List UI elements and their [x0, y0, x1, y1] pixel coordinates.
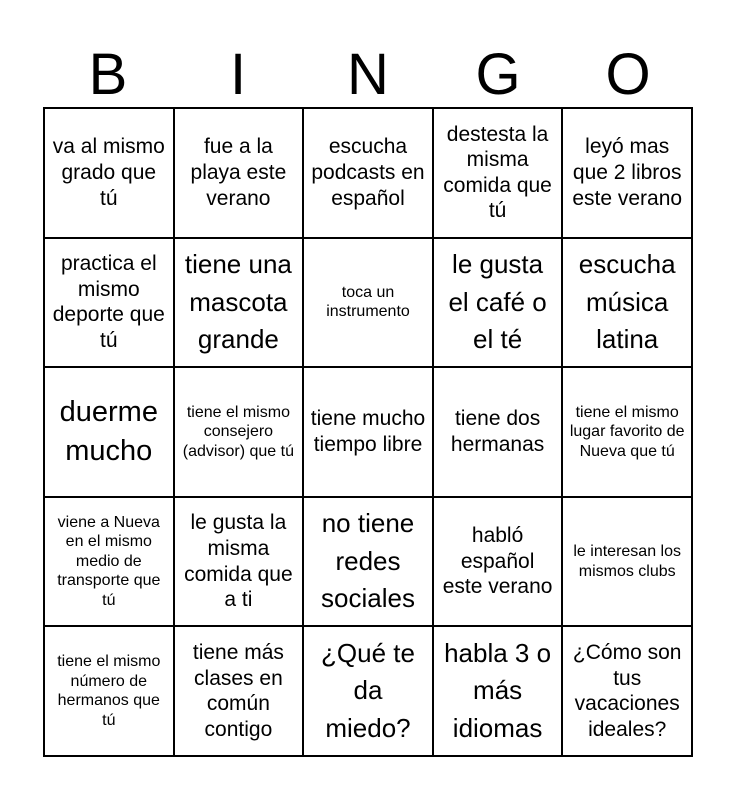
bingo-cell-text: va al mismo grado que tú — [52, 135, 165, 210]
bingo-cell-text: tiene más clases en común contigo — [192, 640, 284, 741]
bingo-cell[interactable] — [433, 626, 563, 756]
bingo-cell-text: tiene el mismo número de hermanos que tú — [57, 653, 161, 729]
bingo-cell[interactable] — [44, 626, 174, 756]
bingo-cell[interactable] — [433, 108, 563, 238]
bingo-cell[interactable] — [433, 367, 563, 497]
bingo-header — [43, 44, 693, 106]
bingo-cell-text: viene a Nueva en el mismo medio de transporte que tú — [57, 513, 161, 609]
bingo-cell-text: fue a la playa este verano — [190, 135, 287, 210]
bingo-cell-text: destesta la misma comida que tú — [443, 122, 552, 223]
bingo-cell-text: ¿Qué te da miedo? — [321, 637, 415, 744]
bingo-cell-text: le gusta la misma comida que a ti — [184, 511, 293, 612]
bingo-cell[interactable] — [303, 108, 433, 238]
bingo-cell[interactable] — [44, 238, 174, 368]
bingo-cell-text: tiene mucho tiempo libre — [310, 407, 426, 456]
bingo-cell[interactable] — [562, 238, 692, 368]
bingo-cell[interactable] — [303, 497, 433, 627]
bingo-cell[interactable] — [303, 238, 433, 368]
bingo-cell[interactable] — [174, 626, 304, 756]
bingo-cell-text: le interesan los mismos clubs — [573, 543, 681, 580]
bingo-cell[interactable] — [562, 626, 692, 756]
bingo-cell-text: no tiene redes sociales — [321, 508, 415, 614]
bingo-cell[interactable] — [44, 108, 174, 238]
bingo-board — [43, 107, 693, 757]
bingo-cell-text: ¿Cómo son tus vacaciones ideales? — [572, 640, 682, 741]
bingo-cell-text: le gusta el café o el té — [448, 248, 547, 355]
bingo-cell[interactable] — [174, 108, 304, 238]
bingo-cell[interactable] — [433, 238, 563, 368]
bingo-cell-text: leyó mas que 2 libros este verano — [572, 135, 683, 210]
bingo-cell[interactable] — [562, 367, 692, 497]
header-letter-i: I — [229, 42, 247, 107]
bingo-cell[interactable] — [44, 367, 174, 497]
bingo-cell[interactable] — [174, 238, 304, 368]
bingo-cell[interactable] — [303, 626, 433, 756]
bingo-cell[interactable] — [174, 367, 304, 497]
header-letter-g: G — [475, 42, 521, 107]
bingo-cell-text: toca un instrumento — [326, 283, 410, 321]
bingo-cell-text: duerme mucho — [59, 395, 158, 467]
bingo-cell-text: tiene el mismo lugar favorito de Nueva que tú — [569, 403, 685, 460]
bingo-cell[interactable] — [562, 497, 692, 627]
bingo-cell-text: habla 3 o más idiomas — [444, 637, 552, 744]
header-letter-o: O — [605, 42, 651, 107]
bingo-cell-text: tiene dos hermanas — [450, 407, 545, 456]
header-letter-b: B — [88, 42, 128, 107]
bingo-cell[interactable] — [433, 497, 563, 627]
bingo-cell[interactable] — [174, 497, 304, 627]
bingo-cell[interactable] — [303, 367, 433, 497]
bingo-cell[interactable] — [562, 108, 692, 238]
bingo-cell-text: practica el mismo deporte que tú — [52, 252, 165, 352]
header-letter-n: N — [347, 42, 389, 107]
bingo-cell-text: escucha podcasts en español — [311, 135, 425, 210]
bingo-cell[interactable] — [44, 497, 174, 627]
bingo-cell-text: tiene el mismo consejero (advisor) que tú — [182, 403, 294, 460]
bingo-cell-text: escucha música latina — [578, 248, 676, 355]
bingo-cell-text: habló español este verano — [442, 524, 553, 599]
bingo-cell-text: tiene una mascota grande — [184, 248, 292, 355]
